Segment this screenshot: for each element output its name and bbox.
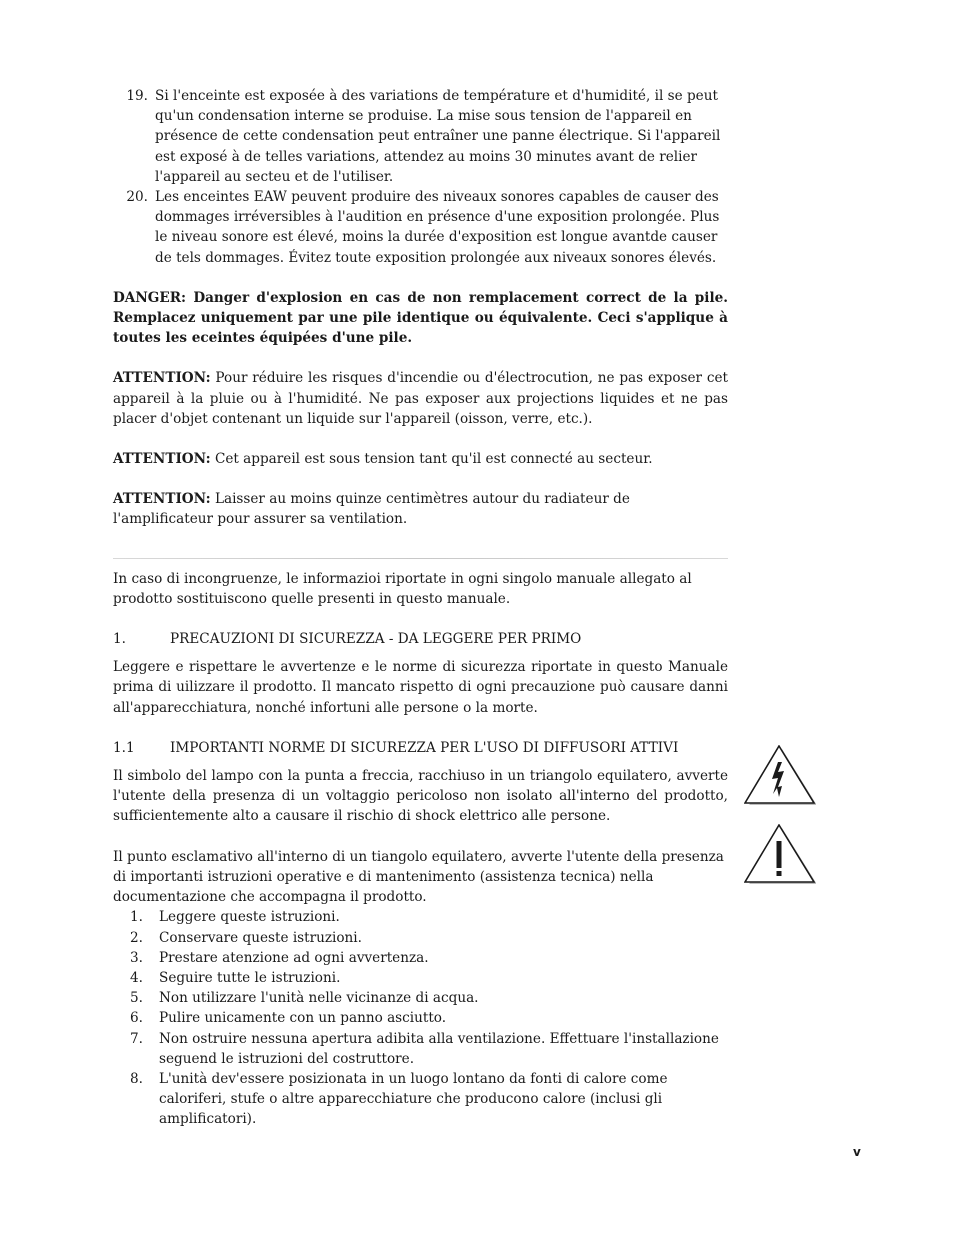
list-item-number: 3. <box>130 949 143 966</box>
section-divider <box>113 558 728 559</box>
lightning-symbol-text: Il simbolo del lampo con la punta a freccia, racchiuso in un triangolo equilatero, avverte l'utente della presenza di un voltaggio pericoloso non isolato all'interno del prodotto, sufficientemente alto a causare il rischio di shock elettrico alle persone. <box>113 768 728 825</box>
page-content <box>113 86 728 1130</box>
attention-label: ATTENTION: <box>113 370 211 387</box>
list-item-text: L'unità dev'essere posizionata in un luogo lontano da fonti di calore come caloriferi, stufe o altre apparecchiature che producono calore (inclusi gli amplificatori). <box>159 1070 668 1128</box>
attention-paragraph-3 <box>113 489 728 529</box>
italian-intro: In caso di incongruenze, le informazioi riportate in ogni singolo manuale allegato al prodotto sostituiscono quelle presenti in questo manuale. <box>113 570 692 607</box>
french-safety-list <box>113 86 728 268</box>
list-item-text: Pulire unicamente con un panno asciutto. <box>159 1010 447 1027</box>
attention-paragraph-1 <box>113 368 728 429</box>
list-item-number: 2. <box>130 929 143 946</box>
attention-text: Pour réduire les risques d'incendie ou d'électrocution, ne pas exposer cet appareil à la pluie ou à l'humidité. Ne pas exposer aux projections liquides et ne pas placer d'objet contenant un liquide sur l'appareil (oisson, verre, etc.). <box>113 370 728 427</box>
list-item <box>113 1069 728 1130</box>
section-title: IMPORTANTI NORME DI SICUREZZA PER L'USO DI DIFFUSORI ATTIVI <box>170 739 679 756</box>
list-item-number: 19. <box>126 88 148 104</box>
page-number: v <box>853 1145 861 1159</box>
list-item-number: 20. <box>126 189 148 206</box>
list-item-text: Conservare queste istruzioni. <box>159 929 362 946</box>
attention-paragraph-2 <box>113 449 728 469</box>
list-item <box>113 1008 728 1028</box>
list-item <box>113 968 728 988</box>
list-item-text: Seguire tutte le istruzioni. <box>159 969 341 986</box>
list-item <box>113 86 728 187</box>
list-item <box>113 187 728 268</box>
list-item-text: Non ostruire nessuna apertura adibita alla ventilazione. Effettuare l'installazione seguend le istruzioni del costruttore. <box>159 1030 719 1067</box>
attention-text: Laisser au moins quinze centimètres autour du radiateur de l'amplificateur pour assurer sa ventilation. <box>113 491 630 528</box>
exclamation-warning-icon <box>744 824 816 884</box>
list-item-text: Non utilizzare l'unità nelle vicinanze di acqua. <box>159 990 479 1007</box>
section-number: 1. <box>113 631 126 648</box>
section-title: PRECAUZIONI DI SICUREZZA - DA LEGGERE PER PRIMO <box>170 631 582 648</box>
list-item-number: 7. <box>130 1030 143 1047</box>
section-number: 1.1 <box>113 739 135 756</box>
list-item <box>113 907 728 927</box>
list-item-number: 4. <box>130 969 143 986</box>
list-item-text: Les enceintes EAW peuvent produire des niveaux sonores capables de causer des dommages irréversibles à l'audition en présence d'une exposition prolongée. Plus le niveau sonore est élevé, moins la durée d'exposition est longue avantde causer de tels dommages. Évitez toute exposition prolongée aux niveaux sonores élevés. <box>155 189 720 266</box>
italian-safety-list <box>113 907 728 1129</box>
list-item-text: Leggere queste istruzioni. <box>159 909 340 926</box>
attention-label: ATTENTION: <box>113 451 211 468</box>
list-item <box>113 1029 728 1069</box>
list-item-number: 1. <box>130 909 143 926</box>
list-item <box>113 948 728 968</box>
section-heading-1 <box>113 629 728 649</box>
list-item-text: Si l'enceinte est exposée à des variations de température et d'humidité, il se peut qu'un condensation interne se produise. La mise sous tension de l'appareil en présence de cette condensation peut entraîner une panne électrique. Si l'appareil est exposé à de telles variations, attendez au moins 30 minutes avant de relier l'appareil au secteu et de l'utiliser. <box>155 88 721 185</box>
attention-label: ATTENTION: <box>113 491 211 508</box>
danger-warning: DANGER: Danger d'explosion en cas de non remplacement correct de la pile. Remplacez uniquement par une pile identique ou équivalente. Ceci s'applique à toutes les eceintes équipées d'une pile. <box>113 289 728 347</box>
list-item <box>113 988 728 1008</box>
list-item-number: 5. <box>130 990 143 1007</box>
list-item-number: 8. <box>130 1070 143 1087</box>
exclamation-symbol-text: Il punto esclamativo all'interno di un tiangolo equilatero, avverte l'utente della presenza di importanti istruzioni operative e di mantenimento (assistenza tecnica) nella documentazione che accompagna il prodotto. <box>113 848 724 906</box>
attention-text: Cet appareil est sous tension tant qu'il est connecté au secteur. <box>210 451 653 468</box>
section-1-text: Leggere e rispettare le avvertenze e le norme di sicurezza riportate in questo Manuale prima di uilizzare il prodotto. Il mancato rispetto di ogni precauzione può causare danni all'apparecchiatura, nonché infortuni alle persone o la morte. <box>113 659 728 716</box>
lightning-warning-icon <box>744 745 816 805</box>
list-item-number: 6. <box>130 1010 143 1027</box>
list-item-text: Prestare atenzione ad ogni avvertenza. <box>159 949 429 966</box>
list-item <box>113 928 728 948</box>
section-heading-1-1 <box>113 738 728 758</box>
